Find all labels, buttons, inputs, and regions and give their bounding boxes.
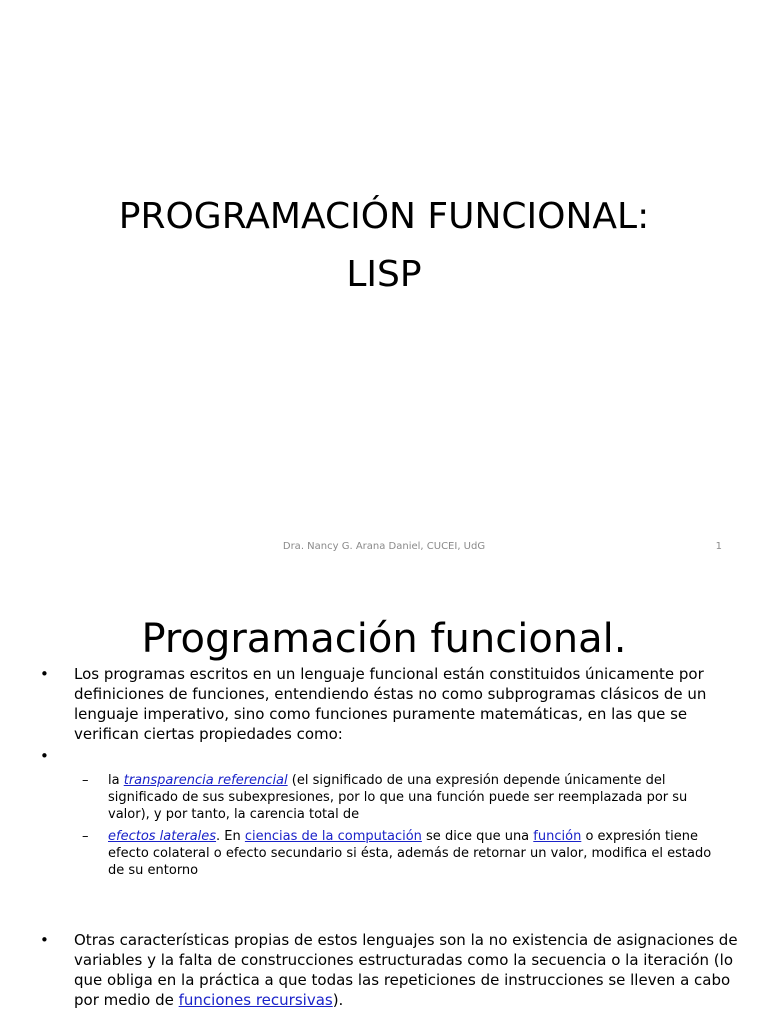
bullet-text-3 [74, 930, 740, 1010]
dash-icon: – [82, 829, 89, 844]
bullet-item-3 [40, 930, 740, 1010]
sub-item-1 [82, 772, 722, 823]
bullet-item-1 [40, 664, 740, 744]
sub1-prefix: la [108, 773, 124, 788]
link-transparencia-referencial[interactable]: transparencia referencial [123, 773, 288, 788]
title-line-2: LISP [346, 254, 422, 295]
sub-text-2 [108, 828, 722, 879]
sub2-text-2: se dice que una [421, 829, 534, 844]
link-efectos-laterales[interactable]: efectos laterales [108, 829, 217, 844]
sub-item-2 [82, 828, 722, 879]
slide-2 [0, 576, 768, 1024]
sub-text-1 [108, 772, 722, 823]
dash-icon: – [82, 773, 89, 788]
slide-1-title [40, 188, 728, 304]
bullet3-text: Otras características propias de estos lenguajes son la no existencia de asignaciones de variables y la falta de construcciones estructuradas como la secuencia o la iteración (lo que obliga en la práctica a que todas las repeticiones de instrucciones se lleven a cabo por medio de [74, 931, 738, 1009]
sub2-text-1: . En [216, 829, 245, 844]
bullet-text-1: Los programas escritos en un lenguaje funcional están constituidos únicamente por definiciones de funciones, entendiendo éstas no como subprogramas clásicos de un lenguaje imperativo, sino como funciones puramente matemáticas, en las que se verifican ciertas propiedades como: [74, 665, 707, 743]
slide-number: 1 [715, 541, 722, 552]
slide-footer: Dra. Nancy G. Arana Daniel, CUCEI, UdG [282, 541, 486, 552]
bullet-icon: • [40, 931, 49, 949]
bullet-icon: • [40, 747, 49, 765]
slide-2-title: Programación funcional. [141, 616, 627, 662]
link-funcion[interactable]: función [533, 829, 582, 844]
bullet3-suffix: ). [332, 991, 344, 1009]
bullet-icon: • [40, 665, 49, 683]
link-ciencias-computacion[interactable]: ciencias de la computación [244, 829, 422, 844]
title-line-1: PROGRAMACIÓN FUNCIONAL: [118, 196, 650, 237]
sub1-suffix: (el significado de una expresión depende únicamente del significado de sus subexpresiones, por lo que una función puede ser reemplazada por su valor), y por tanto, la carencia total de [108, 773, 688, 822]
sub2-text-3: o expresión tiene efecto colateral o efecto secundario si ésta, además de retornar un valor, modifica el estado de su entorno [108, 829, 712, 878]
link-funciones-recursivas[interactable]: funciones recursivas [178, 991, 333, 1009]
